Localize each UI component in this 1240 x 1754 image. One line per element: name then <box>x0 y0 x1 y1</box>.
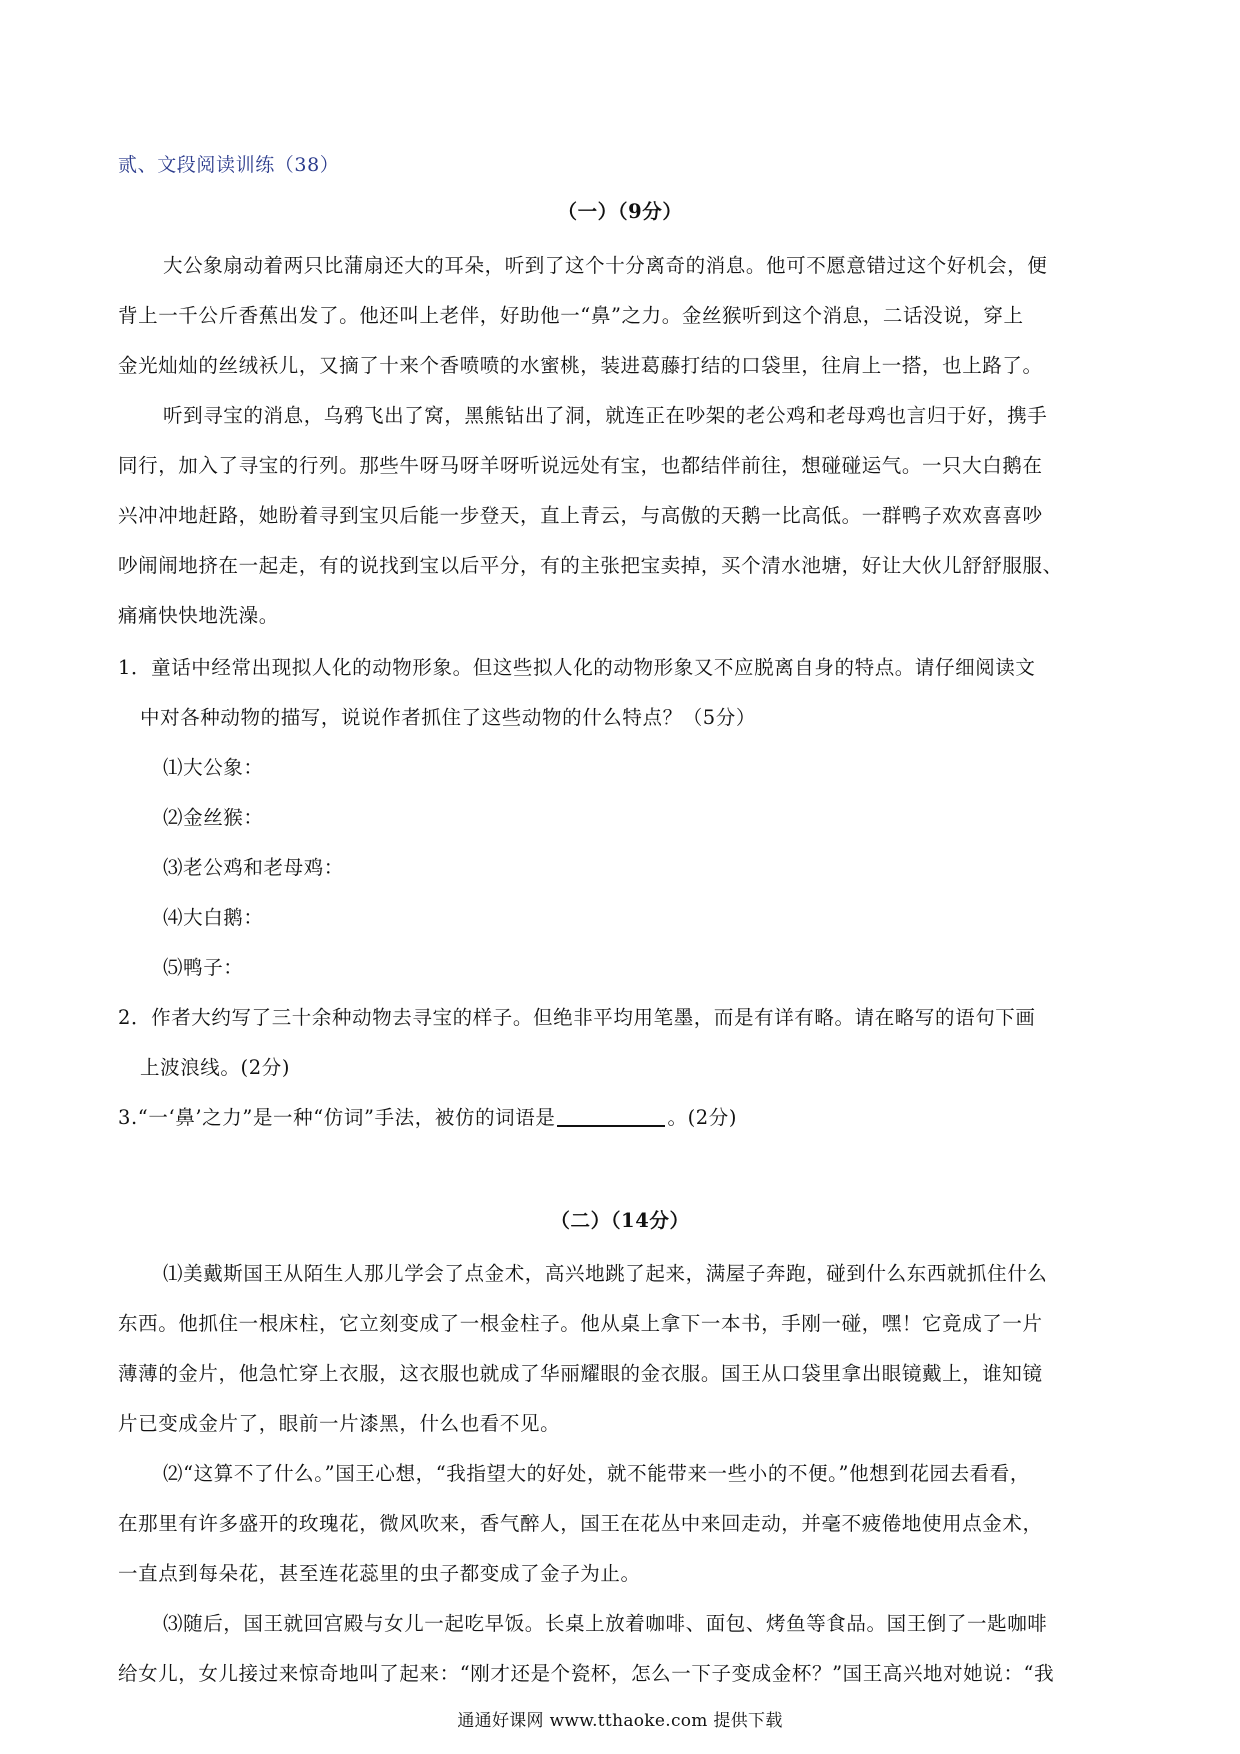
passage-line: 背上一千公斤香蕉出发了。他还叫上老伴，好助他一“鼻”之力。金丝猴听到这个消息，二话没说，穿上 <box>118 304 1024 327</box>
passage-line: 吵闹闹地挤在一起走，有的说找到宝以后平分，有的主张把宝卖掉，买个清水池塘，好让大伙儿舒舒服服、 <box>118 554 1063 577</box>
answer-item: ⑷大白鹅： <box>163 906 264 929</box>
answer-item: ⑵金丝猴： <box>163 806 264 829</box>
passage-line: 片已变成金片了，眼前一片漆黑，什么也看不见。 <box>118 1412 561 1435</box>
passage-line: 在那里有许多盛开的玫瑰花，微风吹来，香气醉人，国王在花丛中来回走动，并毫不疲倦地使用点金术， <box>118 1512 1043 1535</box>
passage-line: 薄薄的金片，他急忙穿上衣服，这衣服也就成了华丽耀眼的金衣服。国王从口袋里拿出眼镜戴上，谁知镜 <box>118 1362 1043 1385</box>
page-footer: 通通好课网 www.tthaoke.com 提供下载 <box>457 1711 783 1731</box>
passage-line: 痛痛快快地洗澡。 <box>118 604 279 627</box>
part1-title: （一）（9分） <box>557 200 683 223</box>
passage-line: 听到寻宝的消息，乌鸦飞出了窝，黑熊钻出了洞，就连正在吵架的老公鸡和老母鸡也言归于好，携手 <box>163 404 1048 427</box>
part2-title: （二）（14分） <box>550 1209 690 1232</box>
passage-line: 一直点到每朵花，甚至连花蕊里的虫子都变成了金子为止。 <box>118 1562 641 1585</box>
passage-line: 大公象扇动着两只比蒲扇还大的耳朵，听到了这个十分离奇的消息。他可不愿意错过这个好机会，便 <box>163 254 1048 277</box>
question-points: 。(2分) <box>667 1106 738 1129</box>
question-line: 中对各种动物的描写，说说作者抓住了这些动物的什么特点？（5分） <box>140 706 757 729</box>
question-3 <box>118 1102 737 1130</box>
question-text: 3.“一‘鼻’之力”是一种“仿词”手法，被仿的词语是 <box>118 1106 556 1129</box>
answer-item: ⑶老公鸡和老母鸡： <box>163 856 344 879</box>
answer-item: ⑴大公象： <box>163 756 264 779</box>
passage-line: 同行，加入了寻宝的行列。那些牛呀马呀羊呀听说远处有宝，也都结伴前往，想碰碰运气。一只大白鹅在 <box>118 454 1043 477</box>
question-line: 1．童话中经常出现拟人化的动物形象。但这些拟人化的动物形象又不应脱离自身的特点。请仔细阅读文 <box>118 656 1036 679</box>
passage-line: ⑵“这算不了什么。”国王心想，“我指望大的好处，就不能带来一些小的不便。”他想到花园去看看， <box>163 1462 1030 1485</box>
passage-line: ⑶随后，国王就回宫殿与女儿一起吃早饭。长桌上放着咖啡、面包、烤鱼等食品。国王倒了一匙咖啡 <box>163 1612 1048 1635</box>
passage-line: 东西。他抓住一根床柱，它立刻变成了一根金柱子。他从桌上拿下一本书，手刚一碰，嘿！它竟成了一片 <box>118 1312 1043 1335</box>
section-title: 贰、文段阅读训练（38） <box>118 154 340 176</box>
question-line: 2．作者大约写了三十余种动物去寻宝的样子。但绝非平均用笔墨，而是有详有略。请在略写的语句下画 <box>118 1006 1036 1029</box>
answer-item: ⑸鸭子： <box>163 956 244 979</box>
passage-line: ⑴美戴斯国王从陌生人那儿学会了点金术，高兴地跳了起来，满屋子奔跑，碰到什么东西就抓住什么 <box>163 1262 1048 1285</box>
passage-line: 金光灿灿的丝绒袄儿，又摘了十来个香喷喷的水蜜桃，装进葛藤打结的口袋里，往肩上一搭，也上路了。 <box>118 354 1043 377</box>
question-line: 上波浪线。(2分) <box>140 1056 291 1079</box>
passage-line: 兴冲冲地赶路，她盼着寻到宝贝后能一步登天，直上青云，与高傲的天鹅一比高低。一群鸭子欢欢喜喜吵 <box>118 504 1043 527</box>
passage-line: 给女儿，女儿接过来惊奇地叫了起来：“刚才还是个瓷杯，怎么一下子变成金杯？”国王高兴地对她说：“我 <box>118 1662 1055 1685</box>
answer-blank[interactable] <box>557 1107 665 1127</box>
